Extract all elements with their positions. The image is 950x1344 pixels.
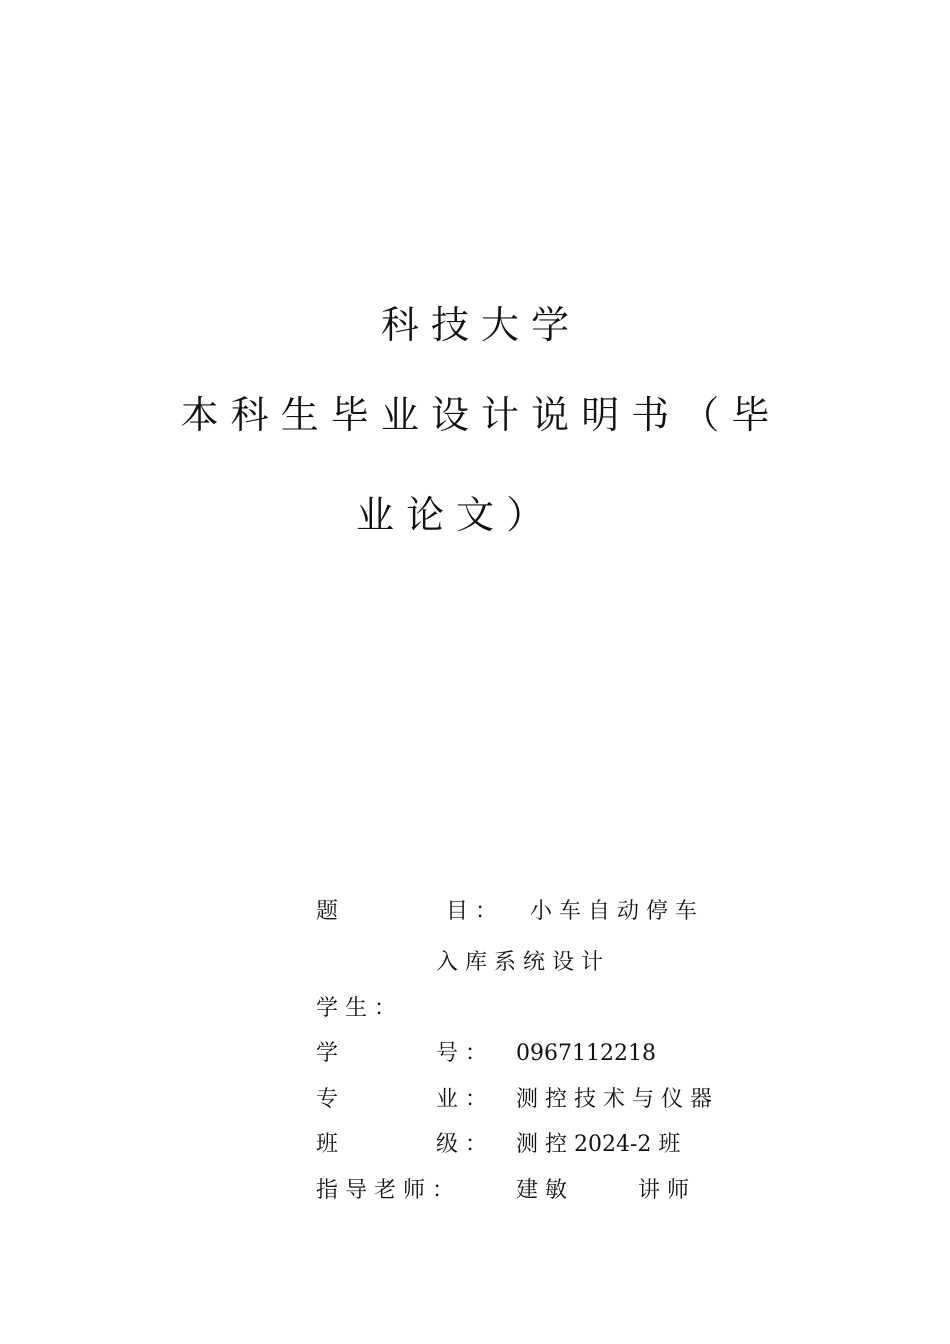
major-label-start: 专 bbox=[316, 1087, 339, 1112]
thesis-title-line-2: 业 论 文 ） bbox=[356, 493, 545, 537]
student-id-label-start: 学 bbox=[316, 1041, 339, 1066]
class-value: 测 控 2024-2 班 bbox=[516, 1132, 681, 1157]
advisor-title: 讲 师 bbox=[638, 1178, 689, 1203]
major-label-end: 业 ： bbox=[436, 1087, 487, 1112]
advisor-label: 指 导 老 师 ： bbox=[316, 1178, 454, 1203]
topic-label-end: 目 ： bbox=[446, 899, 497, 924]
student-id-value: 0967112218 bbox=[516, 1041, 656, 1066]
student-id-label-end: 号 ： bbox=[436, 1041, 487, 1066]
topic-value-line-1: 小 车 自 动 停 车 bbox=[530, 899, 697, 924]
major-value: 测 控 技 术 与 仪 器 bbox=[516, 1087, 712, 1112]
student-label: 学 生 ： bbox=[316, 996, 396, 1021]
class-label-end: 级 ： bbox=[436, 1132, 487, 1157]
advisor-name: 建 敏 bbox=[516, 1178, 567, 1203]
class-label-start: 班 bbox=[316, 1132, 339, 1157]
topic-value-line-2: 入 库 系 统 设 计 bbox=[436, 950, 603, 975]
thesis-title-line-1: 本 科 生 毕 业 设 计 说 明 书 （ 毕 bbox=[180, 393, 770, 437]
topic-label-start: 题 bbox=[316, 899, 339, 924]
university-name: 科 技 大 学 bbox=[380, 303, 570, 347]
